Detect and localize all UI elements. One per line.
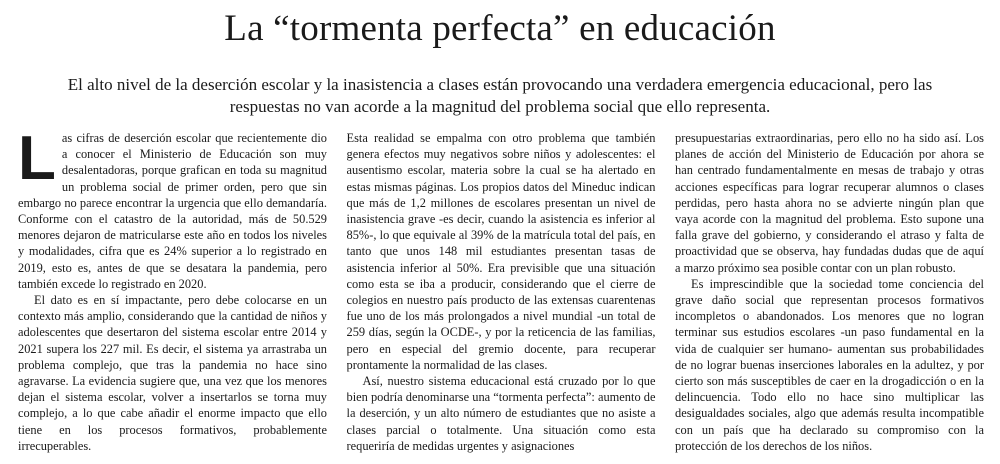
paragraph: Esta realidad se empalma con otro problema que también genera efectos muy negativos sobre niños y adolescentes: el ausentismo escolar, materia sobre la cual se ha alertado en estas mismas páginas. Los propios datos del Mineduc indican que más de 1,2 millones de escolares presentan un nivel de inasistencia grave -es decir, cuando la asistencia es inferior al 85%-, lo que equivale al 39% de la matrícula total del país, en tanto que unos 148 mil estudiantes presentan tasas de asistencia inferior al 50%. Era previsible que una situación como esta se iba a producir, considerando que el cierre de colegios en nuestro país producto de las extensas cuarentenas fue uno de los más prolongados a nivel mundial -un total de 259 días, según la OCDE-, y por la reticencia de las familias, pero en especial del gremio docente, para recuperar prontamente la normalidad de las clases.	[346, 131, 656, 372]
paragraph: Así, nuestro sistema educacional está cruzado por lo que bien podría denominarse una “tormenta perfecta”: aumento de la deserción, y un alto número de estudiantes que no asiste a clases parcial o totalmente. Una situación como esta requeriría de medidas urgentes y asignaciones	[346, 374, 656, 453]
paragraph	[18, 130, 327, 292]
column-3	[675, 130, 984, 460]
column-1	[18, 130, 327, 460]
headline: La “tormenta perfecta” en educación	[224, 8, 776, 49]
paragraph-text: as cifras de deserción escolar que recientemente dio a conocer el Ministerio de Educación son muy desalentadoras, porque grafican en toda su magnitud un problema social de primer orden, pero que sin embargo no parece encontrar la urgencia que ello demandaría. Conforme con el catastro de la autoridad, más de 50.529 menores dejaron de matricularse este año en todos los niveles y modalidades, cifra que es 24% superior a lo registrado en 2019, esto es, antes de que se desatara la pandemia, pero también excede lo registrado en 2020.	[18, 131, 327, 291]
column-2	[347, 130, 656, 460]
deck-subtitle: El alto nivel de la deserción escolar y la inasistencia a clases están provocando una verdadera emergencia educacional, pero las respuestas no van acorde a la magnitud del problema social que ello representa.	[67, 75, 933, 116]
article-body	[18, 130, 984, 460]
drop-cap: L	[18, 130, 56, 193]
paragraph: Es imprescindible que la sociedad tome conciencia del grave daño social que representan procesos formativos incompletos o abandonados. Los menores que no logran terminar sus estudios escolares -un paso fundamental en la vida de cualquier ser humano- aumentan sus probabilidades de no lograr buenas inserciones laborales en la adultez, y por cierto son más susceptibles de caer en la drogadicción o en la delincuencia. Todo ello no hace sino multiplicar las desigualdades sociales, algo que además resulta incompatible con un país que ha declarado su compromiso con la protección de los derechos de los niños.	[675, 276, 984, 453]
paragraph: El dato es en sí impactante, pero debe colocarse en un contexto más amplio, considerando que la cantidad de niños y adolescentes que desertaron del sistema escolar entre 2014 y 2021 supera los 227 mil. Es decir, el sistema ya arrastraba un problema complejo, que tras la pandemia no hace sino agravarse. La evidencia sugiere que, una vez que los menores dejan el sistema escolar, volver a insertarlos se torna muy complejo, a lo que cabe añadir el enorme impacto que ello tiene en los procesos formativos, probablemente irrecuperables.	[18, 293, 327, 453]
paragraph-continued: presupuestarias extraordinarias, pero ello no ha sido así. Los planes de acción del Ministerio de Educación por ahora se han centrado fundamentalmente en mesas de trabajo y otras acciones específicas para lograr recuperar alumnos o clases perdidas, pero hasta ahora no se advierte ningún plan que vaya acorde con la magnitud del problema. Esto supone una falla grave del gobierno, y considerando el atraso y falta de proactividad que se observa, hay fundadas dudas que de aquí a marzo próximo sea posible contar con un plan robusto.	[675, 131, 984, 275]
